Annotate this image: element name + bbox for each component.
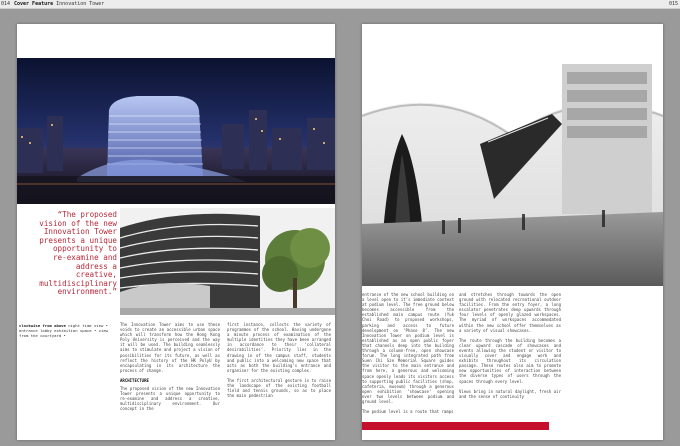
caption-lead: clockwise from above (19, 323, 66, 328)
paragraph: entrance of the new school building on a level open to it’s immediate context at podium level. The free ground below becomes accessible from the established main campus route (Yuk Choi Road) to proposed workshops, parking and access to future development on ‘Phase 8’. The new Innovation Tower on podium level is established as an open public foyer that channels deep into the building through a column-free, open showcase forum. The long integrated path from Suen Chi Sze Memorial Square guides the visitor to the main entrance and from here, a generous and welcoming space openly leads its visitors access to supporting public facilities (shop, cafeteria, museum) through a generous open exhibition ‘showcase’ opening over two levels between podium and ground level. (362, 292, 454, 404)
paragraph: The proposed vision of the new Innovation Tower presents a unique opportunity to re-examine and address a creative, multidisciplinary environment. Our concept in the (120, 386, 220, 412)
page-number-left: 014 (1, 1, 11, 7)
paragraph: and stretches through towards the open ground with relocated recreational outdoor facilities. From the entry foyer, a long escalator penetrates deep upwards through four levels of openly glazed workspaces. The myriad of workspaces accommodated within the new school offer themselves as a variety of visual showcases. (459, 292, 561, 333)
body-column-4 (459, 292, 561, 404)
accent-bar (362, 422, 549, 430)
caption-text: night time view • entrance lobby exhibition space • view from the courtyard • (19, 323, 109, 338)
courtyard-view-photo (120, 208, 335, 315)
header-title (14, 1, 104, 7)
section-label: Cover Feature (14, 1, 54, 7)
photo-caption (19, 323, 119, 338)
left-page (17, 24, 335, 440)
paragraph: The podium level is a route that ramps (362, 409, 454, 415)
right-page (362, 24, 663, 440)
pull-quote: “The proposed vision of the new Innovation Tower presents a unique opportunity to re-examine and address a creative, multidisciplinary environment.” (39, 210, 117, 297)
night-view-photo (17, 58, 335, 204)
paragraph: The route through the building becomes a clear upward cascade of showcases and events allowing the student or visitor to visually cover and engage work and exhibits throughout its circulation passage. These routes also aim to promote new opportunities of interaction between the diverse types of users through the spaces through every level. (459, 337, 561, 384)
body-column-1 (120, 322, 220, 417)
body-column-2 (227, 322, 331, 403)
entrance-lobby-photo (362, 24, 663, 286)
paragraph: first instance, collects the variety of programmes of the school. Having undergone a minute process of examination of the multiple identities they have been arranged in accordance to their ‘collateral desirabilities’. Priority lies in the drawing in of the campus staff, students and public into a welcoming new space that acts as both the building’s entrance and organiser for the existing complex. (227, 322, 331, 373)
page-number-right: 015 (668, 1, 678, 7)
magazine-header (0, 0, 680, 9)
paragraph: The Innovation Tower aims to use these voids to create an accessible urban space which will transform how the Hong Kong Poly University is perceived and the way it will be used. The building seamlessly aims to stimulate and project a vision of possibilities for its future, as well as reflect the history of the HK PolyU by encapsulating in its architecture the process of change. (120, 322, 220, 373)
section-heading: ARCHITECTURE (120, 377, 149, 383)
paragraph: The first architectural gesture is to raise the landscape of the existing football field and tennis grounds, so as to place the main pedestrian (227, 377, 331, 399)
article-title: Innovation Tower (56, 1, 105, 7)
body-column-3 (362, 292, 454, 419)
paragraph: Views bring in natural daylight, fresh air and the sense of continuity (459, 388, 561, 399)
